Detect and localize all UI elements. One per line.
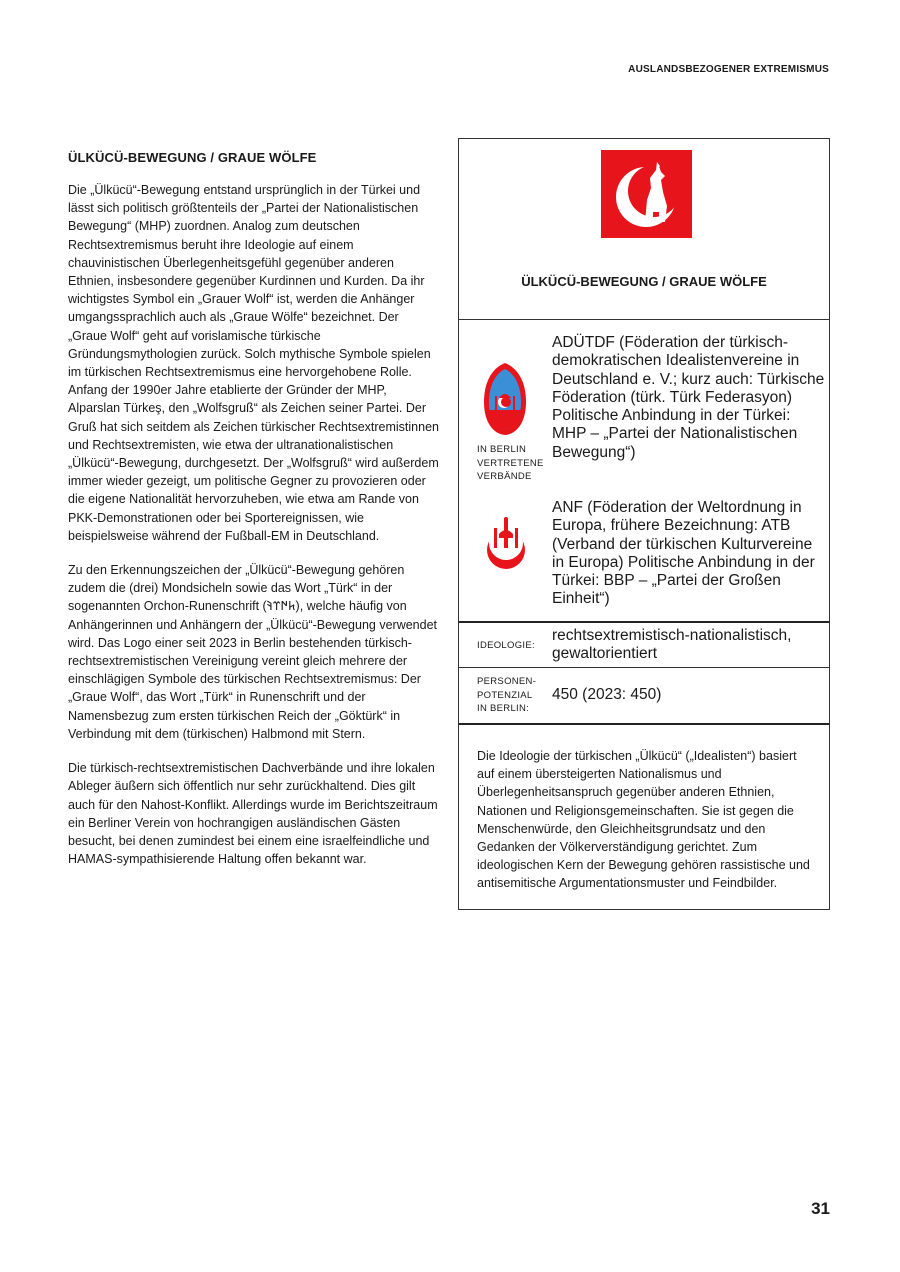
article-paragraph-2: Zu den Erkennungszeichen der „Ülkücü“-Bewegung gehören zudem die (drei) Mondsicheln sowie das Wort „Türk“ in der sogenannten Orchon-Runenschrift (𐱅𐰇𐰼𐰚), welche häufig von Anhängerinnen und Anhängern der „Ülkücü“-Bewegung verwendet wird. Das Logo einer seit 2023 in Berlin bestehenden türkisch-rechtsextremistischen Vereinigung vereint gleich mehrere der einschlägigen Symbole des türkischen Rechtsextremismus: Der „Graue Wolf“, das Wort „Türk“ in Runenschrift und der Namensbezug zum ersten türkischen Reich der „Göktürk“ in Verbindung mit dem (türkischen) Halbmond mit Stern. [68,563,438,741]
persons-label: PERSONEN- POTENZIAL IN BERLIN: [477,676,537,714]
factbox-description: Die Ideologie der türkischen „Ülkücü“ („Idealisten“) basiert auf einem übersteigerten Nationalismus und Überlegenheitsanspruch gegenüber anderen Ethnien, Nationen und Religionsgemeinschaften. Sie ist gegen die Menschenwürde, den Gleichheitsgrundsatz und den Gedanken der Völkerverständigung gerichtet. Zum ideologischen Kern der Bewegung gehören rassistische und antisemitische Argumentationsmuster und Feindbilder. [477,749,810,891]
factbox [458,138,830,910]
running-title: AUSLANDSBEZOGENER EXTREMISMUS [628,64,829,75]
represented-associations-label: IN BERLIN VERTRETENE VERBÄNDE [477,444,544,482]
page-number: 31 [811,1199,830,1218]
article-heading: ÜLKÜCÜ-BEWEGUNG / GRAUE WÖLFE [68,150,317,165]
article-paragraph-1: Die „Ülkücü“-Bewegung entstand ursprünglich in der Türkei und lässt sich politisch größtenteils der „Partei der Nationalistischen Bewegung“ (MHP) zuordnen. Analog zum deutschen Rechtsextremismus beruht ihre Ideologie auf einem chauvinistischen Überlegenheitsgefühl gegenüber anderen Ethnien, insbesondere gegenüber Kurdinnen und Kurden. Da ihr wichtigstes Symbol ein „Grauer Wolf“ ist, werden die Anhänger umgangssprachlich auch als „Graue Wölfe“ bezeichnet. Der „Graue Wolf“ geht auf vorislamische türkische Gründungsmythologien zurück. Solch mythische Symbole spielen im türkischen Rechtsextremismus eine hervorgehobene Rolle. Anfang der 1990er Jahre etablierte der Gründer der MHP, Alparslan Türkeş, den „Wolfsgruß“ als Zeichen seiner Partei. Der Gruß hat sich seitdem als Zeichen türkischer Rechtsextremistinnen und Rechtsextremisten, wie etwa der ultranationalistischen „Ülkücü“-Bewegung, durchgesetzt. Der „Wolfsgruß“ wird außerdem immer wieder gezeigt, um politische Gegner zu provozieren oder die eigene Nationalität hervorzuheben, wie etwa am Rande von PKK-Demonstrationen oder bei Sportereignissen, wie beispielsweise während der Fußball-EM in Deutschland. [68,183,439,543]
organizations-section [459,320,829,623]
org-adutdf-text: ADÜTDF (Föderation der türkisch-demokratischen Idealistenvereine in Deutschland e. V.; kurz auch: Türkische Föderation (türk. Türk Federasyon) Politische Anbindung in der Türkei: MHP – „Partei der Nationalistischen Bewegung“) [552,334,825,461]
factbox-header [459,139,829,320]
article [68,150,440,884]
article-paragraph-3: Die türkisch-rechtsextremistischen Dachverbände und ihre lokalen Ableger äußern sich öffentlich nur sehr zurückhaltend. Dies gilt auch für den Nahost-Konflikt. Allerdings wurde im Berichtszeitraum ein Berliner Verein von hochrangigen ausländischen Gästen besucht, bei denen zumindest bei einem eine israelfeindliche und HAMAS-sympathisierende Haltung offen bekannt war. [68,761,438,867]
ideology-row [459,623,829,668]
ideology-value: rechtsextremistisch-nationalistisch, gewaltorientiert [552,627,792,663]
persons-row [459,668,829,725]
factbox-title: ÜLKÜCÜ-BEWEGUNG / GRAUE WÖLFE [521,274,767,289]
persons-value: 450 (2023: 450) [552,686,662,703]
anf-emblem-icon [481,516,531,570]
ideology-label: IDEOLOGIE: [477,640,535,651]
grey-wolf-logo-icon [601,150,692,238]
adutdf-emblem-icon [483,362,527,436]
org-anf-text: ANF (Föderation der Weltordnung in Europa, frühere Bezeichnung: ATB (Verband der türkischen Kulturvereine in Europa) Politische Anbindung in der Türkei: BBP – „Partei der Großen Einheit“) [552,499,815,608]
